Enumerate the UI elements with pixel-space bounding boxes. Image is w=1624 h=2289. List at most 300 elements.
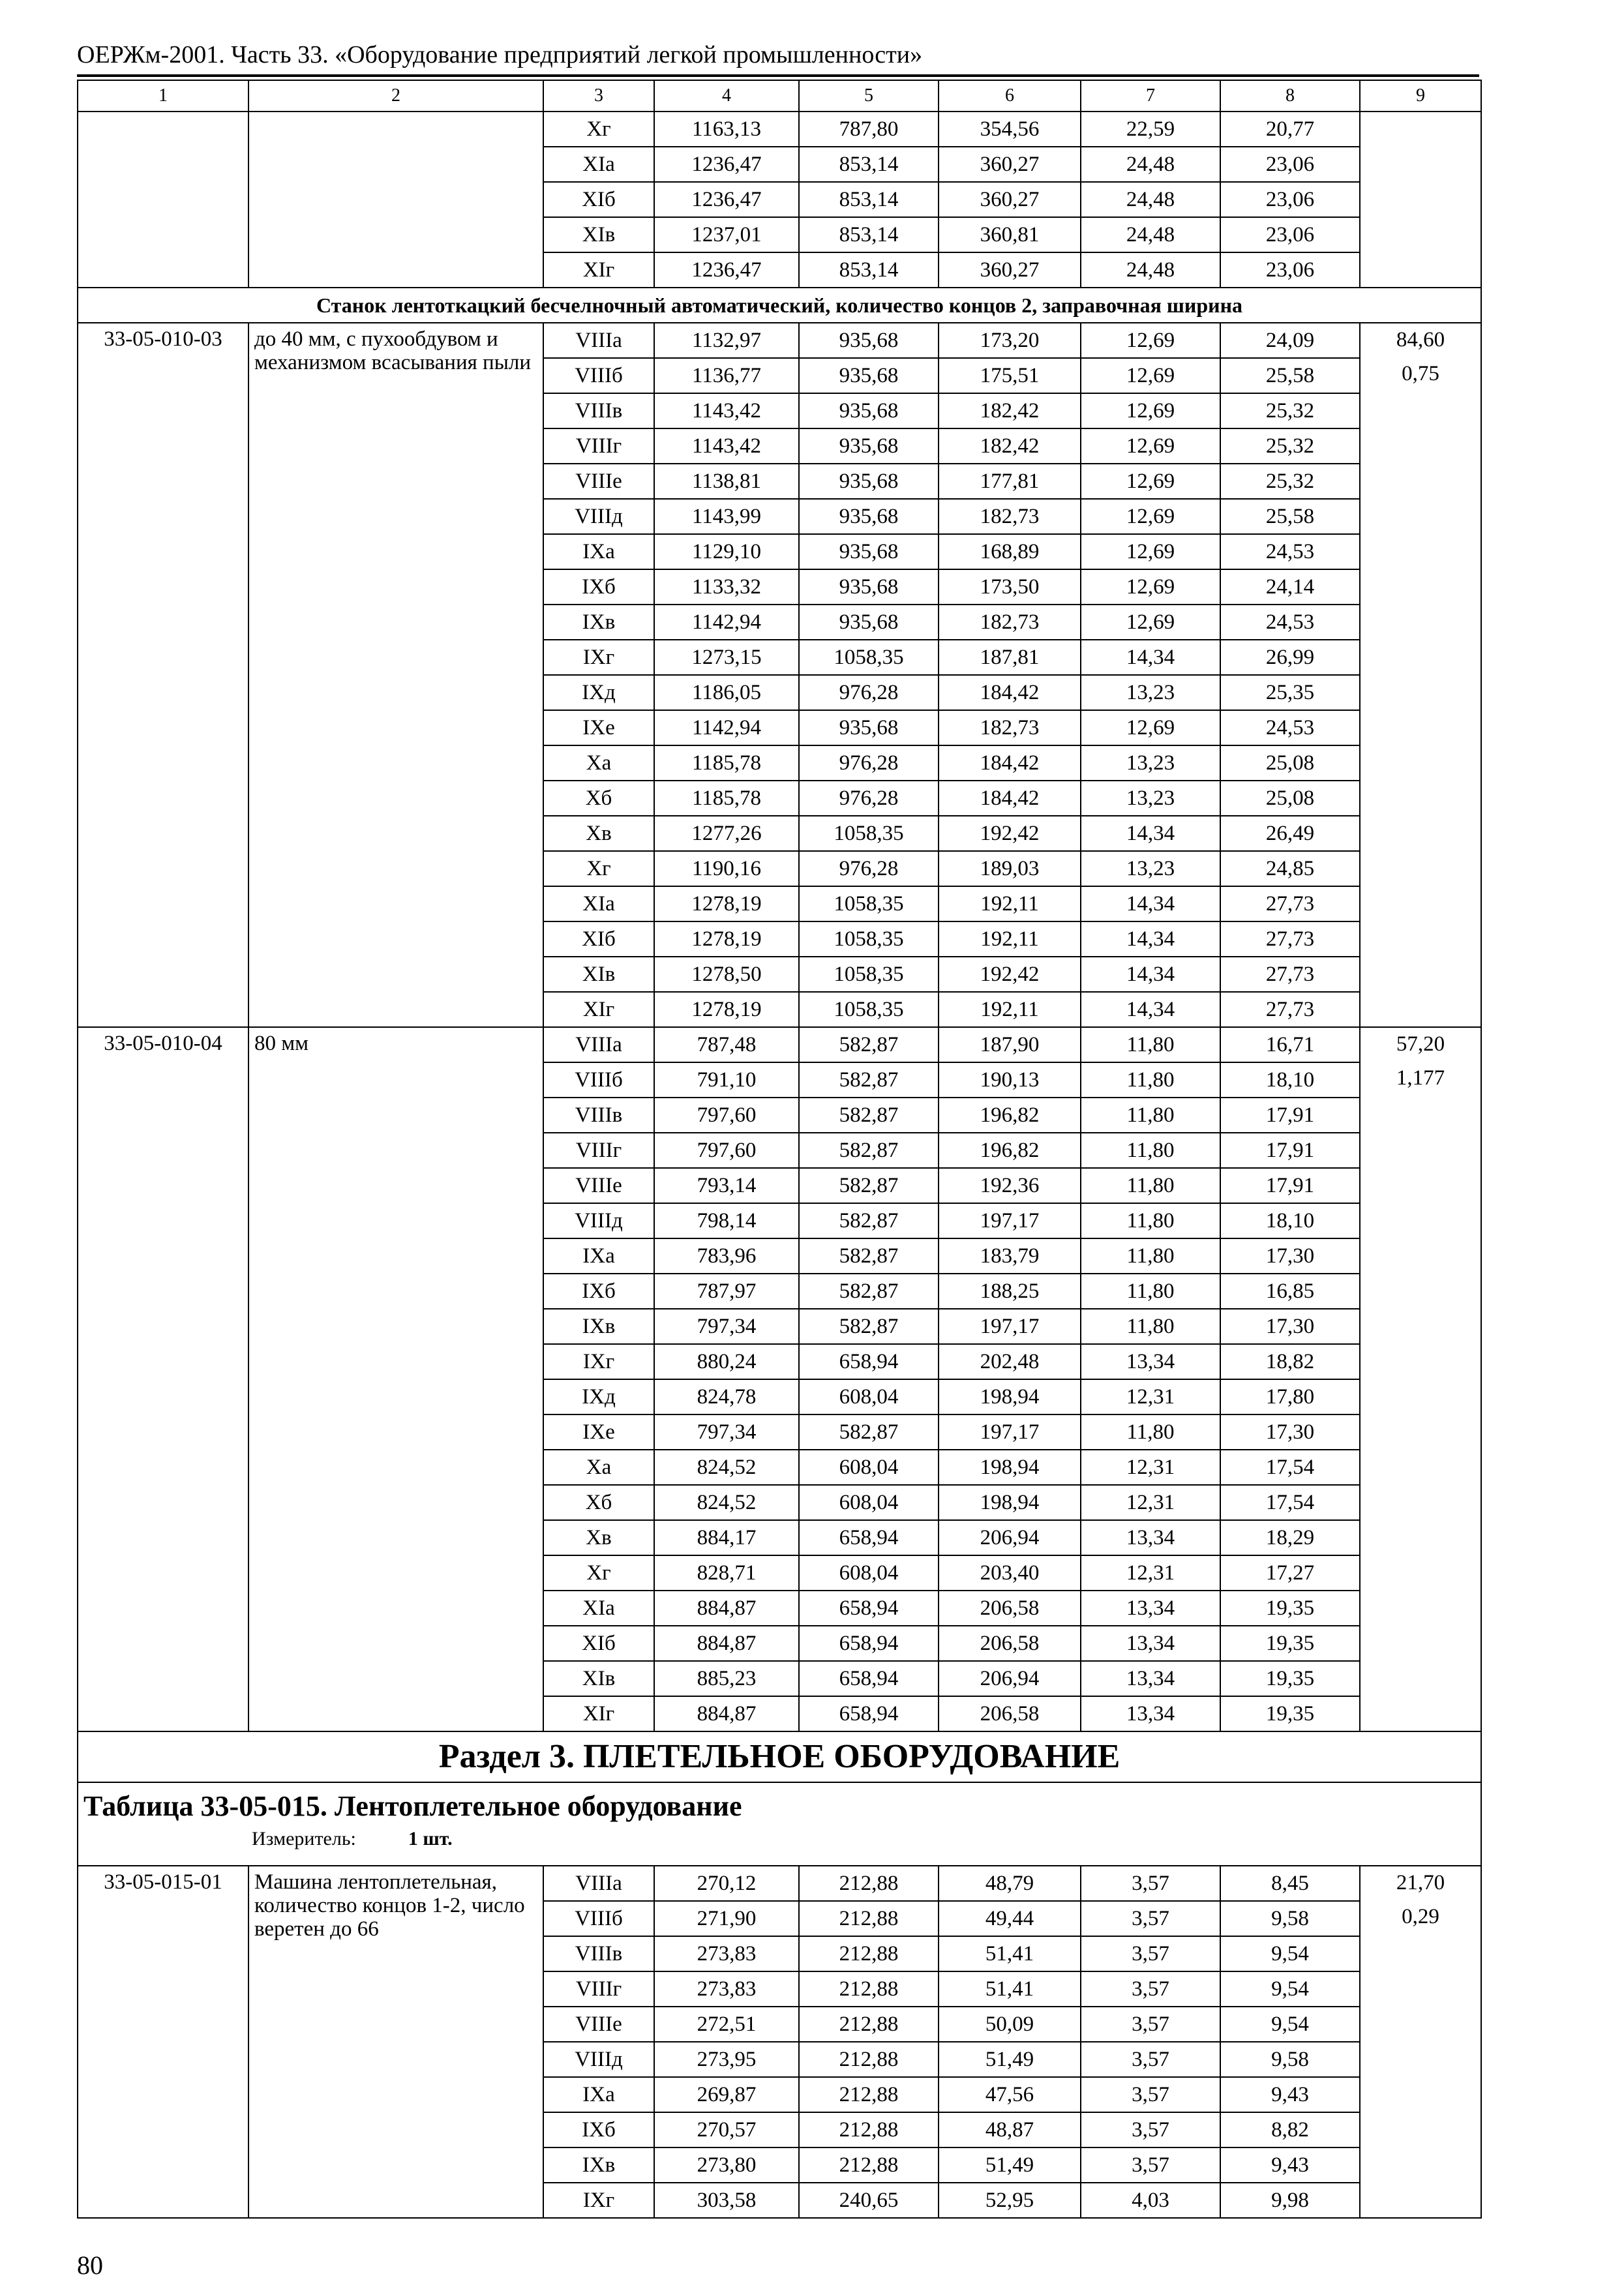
- value-cell: 11,80: [1081, 1027, 1220, 1062]
- value-cell: 24,53: [1220, 534, 1360, 569]
- value-cell: 26,49: [1220, 816, 1360, 851]
- value-cell: 187,81: [939, 640, 1081, 675]
- value-cell: 582,87: [799, 1062, 939, 1098]
- value-cell: 1058,35: [799, 957, 939, 992]
- value-cell: 9,54: [1220, 1936, 1360, 1971]
- value-cell: 198,94: [939, 1379, 1081, 1414]
- value-cell: 3,57: [1081, 2147, 1220, 2183]
- value-cell: 12,69: [1081, 499, 1220, 534]
- value-cell: 1058,35: [799, 640, 939, 675]
- value-cell: 360,27: [939, 252, 1081, 288]
- value-cell: 25,58: [1220, 499, 1360, 534]
- value-cell: 52,95: [939, 2183, 1081, 2218]
- value-cell: 173,50: [939, 569, 1081, 605]
- value-cell: 658,94: [799, 1696, 939, 1731]
- column-number: 2: [248, 80, 543, 112]
- value-cell: 976,28: [799, 851, 939, 886]
- rates-table: [77, 80, 1482, 2219]
- value-cell: 1138,81: [654, 464, 799, 499]
- value-cell: 1277,26: [654, 816, 799, 851]
- value-cell: 12,69: [1081, 534, 1220, 569]
- value-cell: 51,49: [939, 2147, 1081, 2183]
- value-cell: 935,68: [799, 499, 939, 534]
- value-cell: 3,57: [1081, 1901, 1220, 1936]
- value-cell: 182,42: [939, 428, 1081, 464]
- value-cell: IXа: [543, 1238, 654, 1274]
- value-cell: VIIIд: [543, 1203, 654, 1238]
- value-cell: VIIIа: [543, 1027, 654, 1062]
- value-cell: 25,58: [1220, 358, 1360, 393]
- value-cell: 360,81: [939, 217, 1081, 252]
- name-cell: до 40 мм, с пухообдувом и механизмом всасывания пыли: [248, 323, 543, 1027]
- value-cell: 198,94: [939, 1450, 1081, 1485]
- name-cell: Машина лентоплетельная, количество концов 1-2, число веретен до 66: [248, 1866, 543, 2218]
- value-cell: 240,65: [799, 2183, 939, 2218]
- value-cell: 9,58: [1220, 2042, 1360, 2077]
- value-cell: 582,87: [799, 1168, 939, 1203]
- value-cell: 1142,94: [654, 710, 799, 745]
- value-cell: XIг: [543, 252, 654, 288]
- value-cell: 26,99: [1220, 640, 1360, 675]
- value-cell: 582,87: [799, 1309, 939, 1344]
- value-cell: 25,32: [1220, 464, 1360, 499]
- value-cell: VIIIв: [543, 1936, 654, 1971]
- value-cell: 1278,19: [654, 921, 799, 957]
- value-cell: 935,68: [799, 464, 939, 499]
- value-cell: IXб: [543, 569, 654, 605]
- value-cell: 183,79: [939, 1238, 1081, 1274]
- value-cell: 19,35: [1220, 1591, 1360, 1626]
- value-cell: 273,80: [654, 2147, 799, 2183]
- value-cell: 24,48: [1081, 182, 1220, 217]
- value-cell: 935,68: [799, 323, 939, 358]
- value-cell: 184,42: [939, 675, 1081, 710]
- value-cell: 1236,47: [654, 182, 799, 217]
- value-cell: 3,57: [1081, 2042, 1220, 2077]
- value-cell: 19,35: [1220, 1661, 1360, 1696]
- value-cell: 11,80: [1081, 1309, 1220, 1344]
- page-header: ОЕРЖм-2001. Часть 33. «Оборудование предприятий легкой промышленности»: [77, 39, 1479, 77]
- value-cell: 608,04: [799, 1485, 939, 1520]
- value-cell: XIа: [543, 886, 654, 921]
- value-cell: XIб: [543, 1626, 654, 1661]
- table-row: [78, 1866, 1481, 1901]
- table-title: Таблица 33-05-015. Лентоплетельное оборудование: [83, 1790, 742, 1822]
- value-cell: 25,08: [1220, 781, 1360, 816]
- col9-value: 0,29: [1402, 1905, 1439, 1928]
- code-cell: 33-05-010-03: [78, 323, 248, 1027]
- value-cell: 1237,01: [654, 217, 799, 252]
- col9-value: 57,20: [1396, 1032, 1445, 1056]
- col9-value: 1,177: [1396, 1066, 1445, 1090]
- value-cell: 608,04: [799, 1379, 939, 1414]
- value-cell: VIIIв: [543, 393, 654, 428]
- value-cell: 182,73: [939, 499, 1081, 534]
- value-cell: 11,80: [1081, 1414, 1220, 1450]
- value-cell: 24,48: [1081, 147, 1220, 182]
- value-cell: 976,28: [799, 675, 939, 710]
- value-cell: IXб: [543, 2112, 654, 2147]
- value-cell: XIб: [543, 921, 654, 957]
- value-cell: 880,24: [654, 1344, 799, 1379]
- value-cell: 976,28: [799, 745, 939, 781]
- value-cell: 27,73: [1220, 957, 1360, 992]
- value-cell: 24,09: [1220, 323, 1360, 358]
- value-cell: 17,30: [1220, 1414, 1360, 1450]
- value-cell: XIв: [543, 957, 654, 992]
- value-cell: 14,34: [1081, 921, 1220, 957]
- value-cell: 212,88: [799, 2007, 939, 2042]
- value-cell: VIIIа: [543, 323, 654, 358]
- value-cell: 23,06: [1220, 182, 1360, 217]
- value-cell: 14,34: [1081, 886, 1220, 921]
- value-cell: 14,34: [1081, 992, 1220, 1027]
- value-cell: VIIIв: [543, 1098, 654, 1133]
- column-number: 5: [799, 80, 939, 112]
- value-cell: 9,98: [1220, 2183, 1360, 2218]
- value-cell: 22,59: [1081, 112, 1220, 147]
- column-number: 9: [1360, 80, 1481, 112]
- value-cell: 11,80: [1081, 1098, 1220, 1133]
- value-cell: 582,87: [799, 1238, 939, 1274]
- value-cell: 13,34: [1081, 1626, 1220, 1661]
- value-cell: 196,82: [939, 1098, 1081, 1133]
- value-cell: 25,32: [1220, 428, 1360, 464]
- value-cell: 182,73: [939, 710, 1081, 745]
- value-cell: 12,69: [1081, 710, 1220, 745]
- value-cell: 582,87: [799, 1203, 939, 1238]
- value-cell: 27,73: [1220, 886, 1360, 921]
- column-number: 4: [654, 80, 799, 112]
- value-cell: 1058,35: [799, 816, 939, 851]
- section-title: Раздел 3. ПЛЕТЕЛЬНОЕ ОБОРУДОВАНИЕ: [78, 1731, 1481, 1782]
- value-cell: 935,68: [799, 605, 939, 640]
- value-cell: 192,11: [939, 886, 1081, 921]
- value-cell: XIа: [543, 147, 654, 182]
- value-cell: 658,94: [799, 1520, 939, 1555]
- value-cell: 3,57: [1081, 2112, 1220, 2147]
- value-cell: 203,40: [939, 1555, 1081, 1591]
- value-cell: 12,69: [1081, 464, 1220, 499]
- value-cell: 608,04: [799, 1450, 939, 1485]
- value-cell: 17,91: [1220, 1098, 1360, 1133]
- value-cell: 797,34: [654, 1414, 799, 1450]
- value-cell: 24,48: [1081, 217, 1220, 252]
- value-cell: 13,34: [1081, 1591, 1220, 1626]
- value-cell: XIг: [543, 1696, 654, 1731]
- value-cell: 13,23: [1081, 675, 1220, 710]
- value-cell: VIIIб: [543, 358, 654, 393]
- value-cell: 18,82: [1220, 1344, 1360, 1379]
- value-cell: 212,88: [799, 1971, 939, 2007]
- value-cell: 212,88: [799, 2147, 939, 2183]
- value-cell: VIIIе: [543, 1168, 654, 1203]
- value-cell: 12,69: [1081, 323, 1220, 358]
- value-cell: Xа: [543, 1450, 654, 1485]
- value-cell: 272,51: [654, 2007, 799, 2042]
- value-cell: 658,94: [799, 1591, 939, 1626]
- value-cell: 50,09: [939, 2007, 1081, 2042]
- value-cell: XIг: [543, 992, 654, 1027]
- value-cell: 14,34: [1081, 816, 1220, 851]
- table-title-cell: [78, 1782, 1481, 1866]
- value-cell: Xв: [543, 1520, 654, 1555]
- value-cell: 17,27: [1220, 1555, 1360, 1591]
- value-cell: 47,56: [939, 2077, 1081, 2112]
- value-cell: 3,57: [1081, 1866, 1220, 1901]
- value-cell: 24,53: [1220, 710, 1360, 745]
- value-cell: XIв: [543, 217, 654, 252]
- value-cell: 797,60: [654, 1098, 799, 1133]
- value-cell: 17,54: [1220, 1485, 1360, 1520]
- col9-cell: [1360, 1027, 1481, 1731]
- value-cell: IXд: [543, 1379, 654, 1414]
- value-cell: 13,34: [1081, 1661, 1220, 1696]
- value-cell: 885,23: [654, 1661, 799, 1696]
- table-row: [78, 323, 1481, 358]
- value-cell: 935,68: [799, 534, 939, 569]
- col9-cell: [1360, 323, 1481, 1027]
- value-cell: 12,31: [1081, 1555, 1220, 1591]
- value-cell: 197,17: [939, 1414, 1081, 1450]
- value-cell: 12,31: [1081, 1379, 1220, 1414]
- value-cell: 19,35: [1220, 1696, 1360, 1731]
- value-cell: IXв: [543, 605, 654, 640]
- value-cell: 658,94: [799, 1344, 939, 1379]
- value-cell: 192,42: [939, 957, 1081, 992]
- value-cell: 168,89: [939, 534, 1081, 569]
- value-cell: 582,87: [799, 1098, 939, 1133]
- value-cell: 658,94: [799, 1661, 939, 1696]
- value-cell: 192,42: [939, 816, 1081, 851]
- table-subtitle: Станок лентоткацкий бесчелночный автоматический, количество концов 2, заправочная ширина: [78, 288, 1481, 323]
- value-cell: 11,80: [1081, 1203, 1220, 1238]
- value-cell: 192,11: [939, 921, 1081, 957]
- value-cell: 25,08: [1220, 745, 1360, 781]
- value-cell: 935,68: [799, 710, 939, 745]
- value-cell: 935,68: [799, 428, 939, 464]
- value-cell: 793,14: [654, 1168, 799, 1203]
- meter-label: Измеритель:: [252, 1828, 356, 1849]
- value-cell: 853,14: [799, 252, 939, 288]
- value-cell: 11,80: [1081, 1238, 1220, 1274]
- value-cell: 25,32: [1220, 393, 1360, 428]
- value-cell: XIв: [543, 1661, 654, 1696]
- value-cell: 182,73: [939, 605, 1081, 640]
- value-cell: 13,34: [1081, 1696, 1220, 1731]
- value-cell: 212,88: [799, 2077, 939, 2112]
- value-cell: 582,87: [799, 1274, 939, 1309]
- value-cell: 9,54: [1220, 2007, 1360, 2042]
- value-cell: 17,91: [1220, 1133, 1360, 1168]
- value-cell: 24,85: [1220, 851, 1360, 886]
- value-cell: 198,94: [939, 1485, 1081, 1520]
- page-number: 80: [77, 2251, 103, 2280]
- value-cell: 190,13: [939, 1062, 1081, 1098]
- table-row: [78, 1027, 1481, 1062]
- value-cell: 853,14: [799, 147, 939, 182]
- value-cell: 13,23: [1081, 851, 1220, 886]
- value-cell: 1236,47: [654, 252, 799, 288]
- value-cell: 1143,42: [654, 393, 799, 428]
- code-cell: 33-05-015-01: [78, 1866, 248, 2218]
- value-cell: 11,80: [1081, 1274, 1220, 1309]
- value-cell: 13,34: [1081, 1520, 1220, 1555]
- value-cell: VIIIе: [543, 464, 654, 499]
- value-cell: 787,97: [654, 1274, 799, 1309]
- value-cell: 184,42: [939, 781, 1081, 816]
- value-cell: 24,53: [1220, 605, 1360, 640]
- value-cell: 196,82: [939, 1133, 1081, 1168]
- table-title-row: [78, 1782, 1481, 1866]
- value-cell: 14,34: [1081, 957, 1220, 992]
- value-cell: XIб: [543, 182, 654, 217]
- value-cell: 787,48: [654, 1027, 799, 1062]
- value-cell: 206,58: [939, 1696, 1081, 1731]
- value-cell: 9,58: [1220, 1901, 1360, 1936]
- value-cell: IXг: [543, 1344, 654, 1379]
- col9-value: 21,70: [1396, 1871, 1445, 1894]
- value-cell: 12,69: [1081, 569, 1220, 605]
- value-cell: 23,06: [1220, 252, 1360, 288]
- value-cell: 23,06: [1220, 147, 1360, 182]
- section-row: [78, 1731, 1481, 1782]
- value-cell: 1278,19: [654, 992, 799, 1027]
- value-cell: 1142,94: [654, 605, 799, 640]
- value-cell: 23,06: [1220, 217, 1360, 252]
- value-cell: 202,48: [939, 1344, 1081, 1379]
- value-cell: 884,17: [654, 1520, 799, 1555]
- value-cell: IXв: [543, 2147, 654, 2183]
- value-cell: 24,48: [1081, 252, 1220, 288]
- value-cell: 783,96: [654, 1238, 799, 1274]
- value-cell: 11,80: [1081, 1168, 1220, 1203]
- value-cell: 51,41: [939, 1936, 1081, 1971]
- value-cell: 1132,97: [654, 323, 799, 358]
- value-cell: 9,54: [1220, 1971, 1360, 2007]
- value-cell: VIIIг: [543, 1133, 654, 1168]
- value-cell: 17,30: [1220, 1309, 1360, 1344]
- value-cell: IXб: [543, 1274, 654, 1309]
- value-cell: Xг: [543, 1555, 654, 1591]
- value-cell: 12,31: [1081, 1450, 1220, 1485]
- col9-cell: [1360, 1866, 1481, 2218]
- value-cell: 884,87: [654, 1696, 799, 1731]
- value-cell: 1058,35: [799, 886, 939, 921]
- value-cell: 9,43: [1220, 2077, 1360, 2112]
- value-cell: 188,25: [939, 1274, 1081, 1309]
- value-cell: 18,29: [1220, 1520, 1360, 1555]
- name-cell: 80 мм: [248, 1027, 543, 1731]
- value-cell: 1058,35: [799, 921, 939, 957]
- value-cell: 1278,19: [654, 886, 799, 921]
- value-cell: 270,12: [654, 1866, 799, 1901]
- col9-value: 0,75: [1402, 362, 1439, 385]
- value-cell: 608,04: [799, 1555, 939, 1591]
- value-cell: 935,68: [799, 358, 939, 393]
- value-cell: 1186,05: [654, 675, 799, 710]
- value-cell: 1129,10: [654, 534, 799, 569]
- value-cell: 797,34: [654, 1309, 799, 1344]
- value-cell: 1143,42: [654, 428, 799, 464]
- value-cell: 49,44: [939, 1901, 1081, 1936]
- value-cell: 206,94: [939, 1520, 1081, 1555]
- value-cell: 212,88: [799, 1936, 939, 1971]
- value-cell: 9,43: [1220, 2147, 1360, 2183]
- value-cell: 4,03: [1081, 2183, 1220, 2218]
- value-cell: 1143,99: [654, 499, 799, 534]
- value-cell: 303,58: [654, 2183, 799, 2218]
- value-cell: 27,73: [1220, 921, 1360, 957]
- code-cell: [78, 112, 248, 288]
- value-cell: 3,57: [1081, 1936, 1220, 1971]
- value-cell: 354,56: [939, 112, 1081, 147]
- value-cell: 212,88: [799, 2112, 939, 2147]
- value-cell: 1278,50: [654, 957, 799, 992]
- value-cell: VIIIа: [543, 1866, 654, 1901]
- value-cell: 582,87: [799, 1133, 939, 1168]
- value-cell: 197,17: [939, 1309, 1081, 1344]
- value-cell: 17,54: [1220, 1450, 1360, 1485]
- value-cell: 824,78: [654, 1379, 799, 1414]
- value-cell: 212,88: [799, 1866, 939, 1901]
- value-cell: 1236,47: [654, 147, 799, 182]
- value-cell: 273,95: [654, 2042, 799, 2077]
- value-cell: 1190,16: [654, 851, 799, 886]
- value-cell: 173,20: [939, 323, 1081, 358]
- value-cell: IXа: [543, 534, 654, 569]
- value-cell: 12,31: [1081, 1485, 1220, 1520]
- value-cell: 19,35: [1220, 1626, 1360, 1661]
- value-cell: 12,69: [1081, 358, 1220, 393]
- value-cell: XIа: [543, 1591, 654, 1626]
- value-cell: VIIIг: [543, 1971, 654, 2007]
- value-cell: VIIIб: [543, 1901, 654, 1936]
- value-cell: 797,60: [654, 1133, 799, 1168]
- value-cell: 884,87: [654, 1626, 799, 1661]
- value-cell: 192,36: [939, 1168, 1081, 1203]
- value-cell: 16,85: [1220, 1274, 1360, 1309]
- value-cell: 18,10: [1220, 1062, 1360, 1098]
- table-row: [78, 112, 1481, 147]
- value-cell: IXв: [543, 1309, 654, 1344]
- value-cell: 787,80: [799, 112, 939, 147]
- value-cell: 8,45: [1220, 1866, 1360, 1901]
- value-cell: 824,52: [654, 1485, 799, 1520]
- value-cell: 189,03: [939, 851, 1081, 886]
- value-cell: 824,52: [654, 1450, 799, 1485]
- value-cell: 8,82: [1220, 2112, 1360, 2147]
- value-cell: Xг: [543, 112, 654, 147]
- value-cell: 182,42: [939, 393, 1081, 428]
- value-cell: 12,69: [1081, 605, 1220, 640]
- value-cell: VIIIд: [543, 499, 654, 534]
- value-cell: 935,68: [799, 569, 939, 605]
- value-cell: 1133,32: [654, 569, 799, 605]
- value-cell: 360,27: [939, 147, 1081, 182]
- value-cell: 271,90: [654, 1901, 799, 1936]
- column-number: 1: [78, 80, 248, 112]
- value-cell: IXа: [543, 2077, 654, 2112]
- value-cell: 360,27: [939, 182, 1081, 217]
- value-cell: 175,51: [939, 358, 1081, 393]
- value-cell: 1185,78: [654, 745, 799, 781]
- value-cell: IXд: [543, 675, 654, 710]
- value-cell: IXг: [543, 2183, 654, 2218]
- value-cell: 17,91: [1220, 1168, 1360, 1203]
- value-cell: 273,83: [654, 1936, 799, 1971]
- value-cell: 13,34: [1081, 1344, 1220, 1379]
